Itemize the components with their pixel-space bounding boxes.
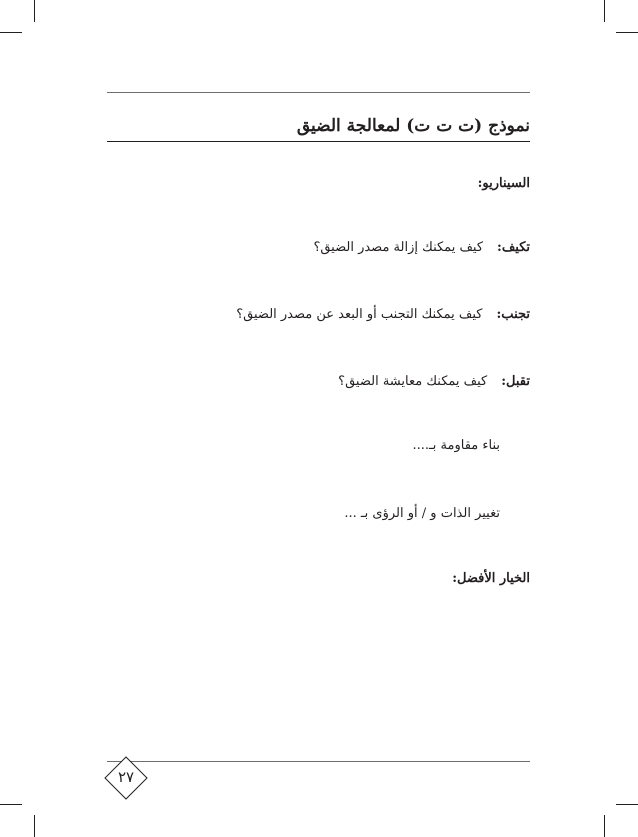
change-self-text: تغيير الذات و / أو الرؤى بـ ...: [344, 506, 500, 521]
scenario-label: السيناريو:: [477, 176, 530, 191]
adapt-line: [313, 240, 530, 255]
avoid-text: كيف يمكنك التجنب أو البعد عن مصدر الضيق؟: [236, 307, 483, 322]
avoid-line: [236, 307, 530, 322]
build-resistance-text: بناء مقاومة بـ....: [412, 438, 500, 453]
page-title: نموذج (ت ت ت) لمعالجة الضيق: [296, 116, 530, 136]
crop-mark-bottom-left: [34, 815, 35, 837]
avoid-label: تجنب:: [496, 307, 530, 322]
crop-mark-top-right: [604, 0, 605, 22]
best-option-line: [452, 571, 530, 586]
best-option-label: الخيار الأفضل:: [452, 571, 530, 586]
scenario-line: [478, 176, 530, 191]
adapt-text: كيف يمكنك إزالة مصدر الضيق؟: [313, 240, 484, 255]
crop-mark-top-left: [34, 0, 35, 22]
accept-text: كيف يمكنك معايشة الضيق؟: [338, 374, 488, 389]
page-number: ٢٧: [117, 768, 135, 786]
crop-mark-top-right-h: [616, 32, 638, 33]
crop-mark-bottom-right-h: [616, 804, 638, 805]
header-rule: [107, 92, 530, 93]
crop-mark-bottom-right: [604, 815, 605, 837]
title-underline: [107, 141, 530, 142]
footer-rule: [107, 761, 530, 762]
accept-label: تقبل:: [501, 374, 530, 389]
adapt-label: تكيف:: [497, 240, 530, 255]
accept-line: [338, 374, 530, 389]
crop-mark-top-left-h: [0, 32, 22, 33]
page-number-badge: [104, 756, 148, 800]
crop-mark-bottom-left-h: [0, 804, 22, 805]
